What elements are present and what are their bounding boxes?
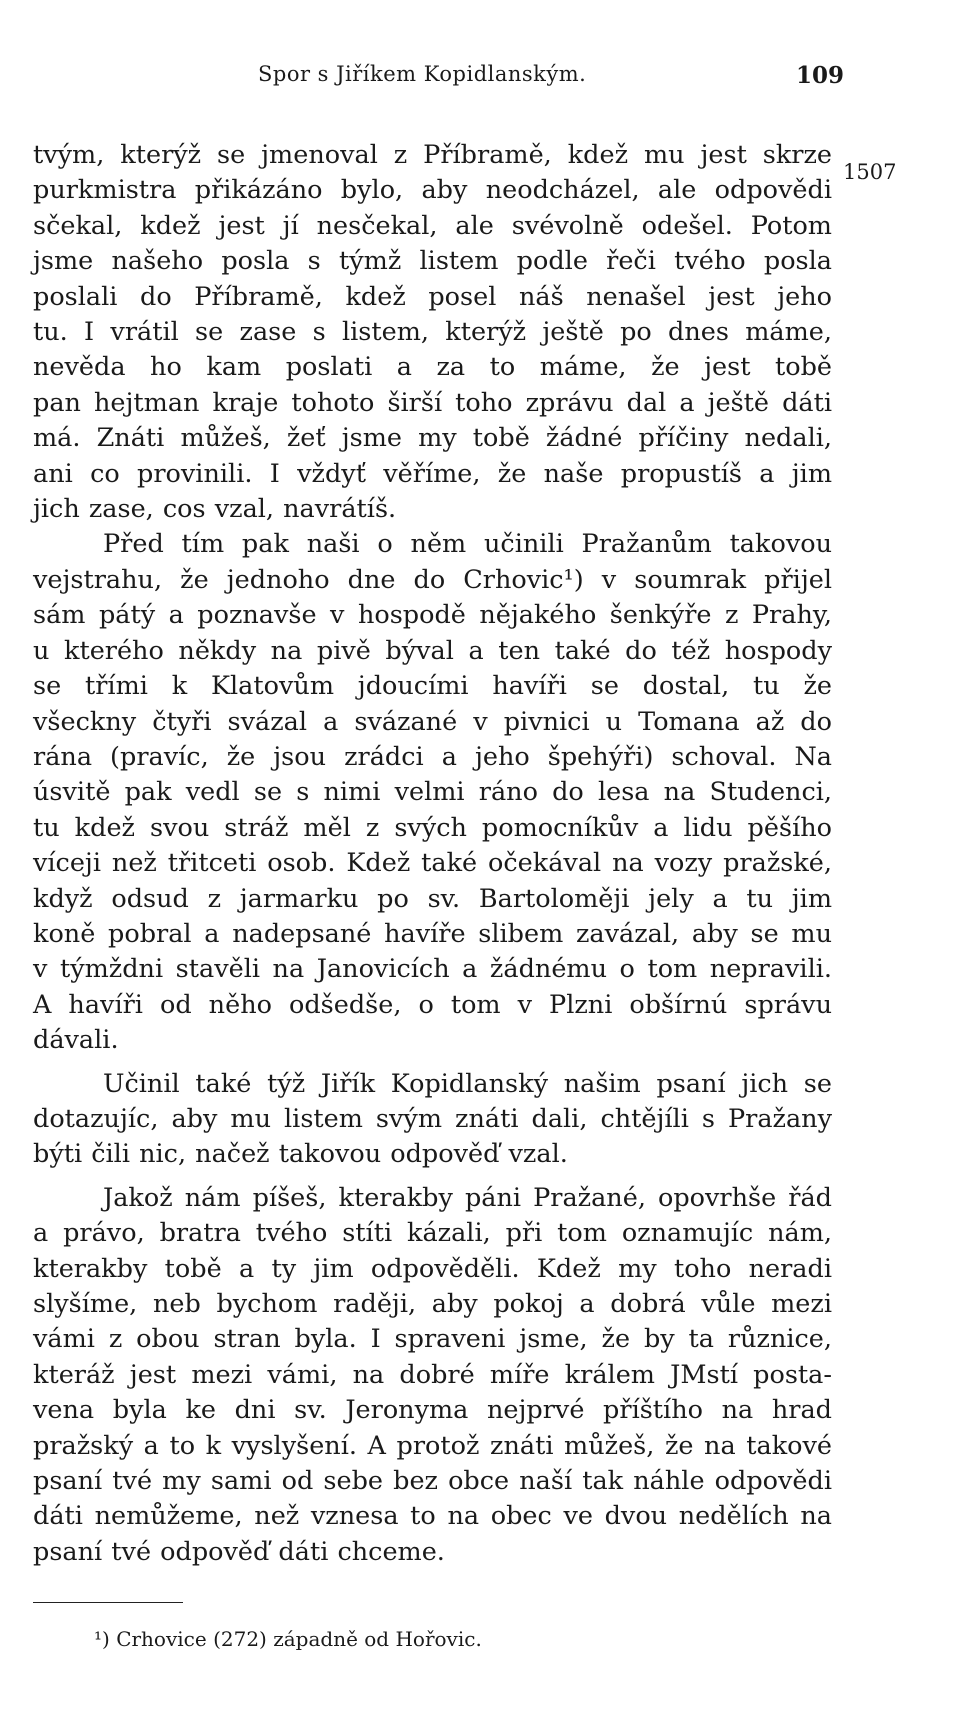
- body-text: [33, 138, 832, 1570]
- text-line: nevěda ho kam poslati a za to máme, že jest tobě: [33, 352, 832, 383]
- text-line: vena byla ke dni sv. Jeronyma nejprvé příštího na hrad: [33, 1395, 832, 1426]
- text-line: jsme našeho posla s týmž listem podle řeči tvého posla: [33, 246, 832, 277]
- paragraph-1: [33, 138, 832, 527]
- text-line: sám pátý a poznavše v hospodě nějakého šenkýře z Prahy,: [33, 600, 832, 631]
- text-line: má. Znáti můžeš, žeť jsme my tobě žádné příčiny nedali,: [33, 423, 832, 454]
- paragraph-4: [33, 1181, 832, 1570]
- text-line: purkmistra přikázáno bylo, aby neodcházel, ale odpovědi: [33, 175, 832, 206]
- footnote: [94, 1627, 482, 1651]
- footnote-marker: ¹): [94, 1627, 110, 1651]
- paragraph-spacer: [33, 1173, 832, 1181]
- text-line: tu. I vrátil se zase s listem, kterýž ještě po dnes máme,: [33, 317, 832, 348]
- text-line: pražský a to k vyslyšení. A protož znáti můžeš, že na takové: [33, 1430, 832, 1461]
- running-title: Spor s Jiříkem Kopidlanským.: [258, 62, 587, 86]
- paragraph-3: [33, 1067, 832, 1173]
- text-line: dáti nemůžeme, než vznesa to na obec ve dvou nedělích na: [33, 1501, 832, 1532]
- text-line: Před tím pak naši o něm učinili Pražanům takovou: [103, 529, 832, 560]
- text-line: psaní tvé odpověď dáti chceme.: [33, 1536, 445, 1567]
- text-line: u kterého někdy na pivě býval a ten také do též hospody: [33, 635, 832, 666]
- running-header: [0, 62, 960, 102]
- text-line: tvým, kterýž se jmenoval z Příbramě, kdež mu jest skrze: [33, 140, 832, 170]
- page-number: 109: [796, 62, 845, 89]
- text-line: úsvitě pak vedl se s nimi velmi ráno do lesa na Studenci,: [33, 777, 832, 808]
- text-line: poslali do Příbramě, kdež posel náš nenašel jest jeho: [33, 281, 832, 312]
- footnote-text: Crhovice (272) západně od Hořovic.: [116, 1627, 482, 1651]
- text-line: všeckny čtyři svázal a svázané v pivnici u Tomana až do: [33, 706, 832, 737]
- text-line: pan hejtman kraje tohoto širší toho zprávu dal a ještě dáti: [33, 387, 832, 418]
- text-line: kteráž jest mezi vámi, na dobré míře králem JMstí posta-: [33, 1359, 832, 1390]
- text-line: vejstrahu, že jednoho dne do Crhovic¹) v soumrak přijel: [33, 564, 832, 595]
- text-line: v týmždni stavěli na Janovicích a žádnému o tom nepravili.: [33, 954, 832, 985]
- paragraph-spacer: [33, 1059, 832, 1067]
- text-line: psaní tvé my sami od sebe bez obce naší tak náhle odpovědi: [33, 1466, 832, 1497]
- text-line: kterakby tobě a ty jim odpověděli. Kdež my toho neradi: [33, 1253, 832, 1284]
- paragraph-2: [33, 527, 832, 1058]
- text-line: rána (pravíc, že jsou zrádci a jeho špehýři) schoval. Na: [33, 741, 832, 772]
- text-line: když odsud z jarmarku po sv. Bartoloměji jely a tu jim: [33, 883, 832, 914]
- text-line: býti čili nic, načež takovou odpověď vzal.: [33, 1139, 568, 1170]
- text-line: tu kdež svou stráž měl z svých pomocníkův a lidu pěšího: [33, 812, 832, 843]
- text-line: víceji než třitceti osob. Kdež také očekával na vozy pražské,: [33, 848, 832, 879]
- text-line: A havíři od něho odšedše, o tom v Plzni obšírnú správu dávali.: [33, 989, 832, 1056]
- text-line: Jakož nám píšeš, kterakby páni Pražané, opovrhše řád: [103, 1182, 832, 1213]
- text-line: Učinil také týž Jiřík Kopidlanský našim psaní jich se: [103, 1068, 832, 1099]
- text-line: jich zase, cos vzal, navrátíš.: [33, 494, 397, 525]
- text-line: a právo, bratra tvého stíti kázali, při tom oznamujíc nám,: [33, 1218, 832, 1249]
- text-line: se třími k Klatovům jdoucími havíři se dostal, tu že: [33, 671, 832, 702]
- margin-year-note: 1507: [843, 160, 897, 184]
- text-line: sčekal, kdež jest jí nesčekal, ale svévolně odešel. Potom: [33, 210, 832, 241]
- text-line: koně pobral a nadepsané havíře slibem zavázal, aby se mu: [33, 918, 832, 949]
- text-line: slyšíme, neb bychom raději, aby pokoj a dobrá vůle mezi: [33, 1289, 832, 1319]
- footnote-divider: [33, 1602, 183, 1603]
- text-line: vámi z obou stran byla. I spraveni jsme, že by ta různice,: [33, 1324, 832, 1355]
- text-line: ani co provinili. I vždyť věříme, že naše propustíš a jim: [33, 458, 832, 489]
- text-line: dotazujíc, aby mu listem svým znáti dali, chtějíli s Pražany: [33, 1103, 832, 1134]
